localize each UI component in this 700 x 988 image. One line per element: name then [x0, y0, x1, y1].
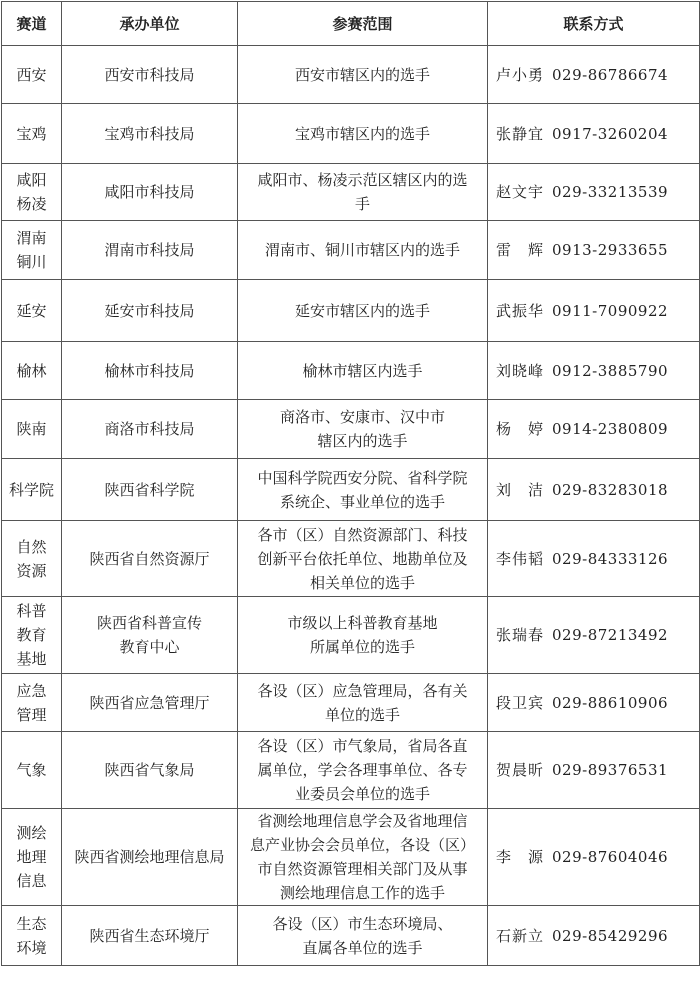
- scope-cell: 各市（区）自然资源部门、科技 创新平台依托单位、地勘单位及 相关单位的选手: [238, 521, 488, 597]
- contact-person: 卢小勇: [496, 65, 545, 84]
- scope-cell: 中国科学院西安分院、省科学院 系统企、事业单位的选手: [238, 459, 488, 521]
- contact-person: 杨 婷: [496, 420, 545, 438]
- contact-cell: [488, 400, 700, 459]
- contact-phone: 029-33213539: [552, 183, 669, 201]
- scope-cell: 市级以上科普教育基地 所属单位的选手: [238, 597, 488, 674]
- scope-cell: 各设（区）市生态环境局、 直属各单位的选手: [238, 906, 488, 966]
- contact-phone: 029-87604046: [552, 848, 669, 866]
- track-cell: 科学院: [2, 459, 62, 521]
- table-row: [2, 280, 700, 342]
- scope-cell: 延安市辖区内的选手: [238, 280, 488, 342]
- organizer-cell: 陕西省科学院: [62, 459, 238, 521]
- scope-cell: 商洛市、安康市、汉中市 辖区内的选手: [238, 400, 488, 459]
- header-scope: 参赛范围: [238, 2, 488, 46]
- table-row: [2, 809, 700, 906]
- organizer-cell: 陕西省测绘地理信息局: [62, 809, 238, 906]
- track-cell: 榆林: [2, 342, 62, 400]
- track-cell: 延安: [2, 280, 62, 342]
- contact-cell: [488, 809, 700, 906]
- contact-cell: [488, 164, 700, 221]
- organizer-cell: 宝鸡市科技局: [62, 104, 238, 164]
- contact-phone: 029-87213492: [552, 626, 669, 644]
- table-row: [2, 164, 700, 221]
- scope-cell: 宝鸡市辖区内的选手: [238, 104, 488, 164]
- contact-cell: [488, 459, 700, 521]
- table-row: [2, 342, 700, 400]
- table-row: [2, 46, 700, 104]
- contact-phone: 029-88610906: [552, 693, 669, 712]
- contact-cell: [488, 597, 700, 674]
- contact-table: [1, 1, 700, 966]
- organizer-cell: 陕西省自然资源厅: [62, 521, 238, 597]
- contact-person: 刘晓峰: [496, 361, 545, 380]
- scope-cell: 西安市辖区内的选手: [238, 46, 488, 104]
- contact-cell: [488, 104, 700, 164]
- scope-cell: 渭南市、铜川市辖区内的选手: [238, 221, 488, 280]
- contact-phone: 0912-3885790: [552, 361, 669, 380]
- contact-person: 赵文宇: [496, 183, 545, 201]
- header-track: 赛道: [2, 2, 62, 46]
- table-row: [2, 674, 700, 732]
- table-row: [2, 104, 700, 164]
- organizer-cell: 陕西省气象局: [62, 732, 238, 809]
- contact-person: 段卫宾: [496, 693, 545, 712]
- table-row: [2, 400, 700, 459]
- organizer-cell: 渭南市科技局: [62, 221, 238, 280]
- scope-cell: 榆林市辖区内选手: [238, 342, 488, 400]
- organizer-cell: 西安市科技局: [62, 46, 238, 104]
- scope-cell: 各设（区）市气象局，省局各直 属单位，学会各理事单位、各专 业委员会单位的选手: [238, 732, 488, 809]
- table-row: [2, 732, 700, 809]
- organizer-cell: 陕西省应急管理厅: [62, 674, 238, 732]
- table-row: [2, 597, 700, 674]
- organizer-cell: 榆林市科技局: [62, 342, 238, 400]
- track-cell: 测绘 地理 信息: [2, 809, 62, 906]
- contact-person: 李 源: [496, 848, 545, 866]
- header-contact: 联系方式: [488, 2, 700, 46]
- organizer-cell: 陕西省科普宣传 教育中心: [62, 597, 238, 674]
- contact-person: 张瑞春: [496, 626, 545, 644]
- track-cell: 西安: [2, 46, 62, 104]
- organizer-cell: 陕西省生态环境厅: [62, 906, 238, 966]
- contact-cell: [488, 674, 700, 732]
- contact-person: 雷 辉: [496, 241, 545, 259]
- contact-person: 武振华: [496, 301, 545, 320]
- contact-cell: [488, 46, 700, 104]
- table-row: [2, 221, 700, 280]
- contact-phone: 029-89376531: [552, 761, 669, 779]
- contact-phone: 0917-3260204: [552, 124, 669, 143]
- table-row: [2, 459, 700, 521]
- table-row: [2, 906, 700, 966]
- contact-cell: [488, 906, 700, 966]
- header-row: [2, 2, 700, 46]
- contact-phone: 029-84333126: [552, 549, 669, 568]
- scope-cell: 咸阳市、杨凌示范区辖区内的选 手: [238, 164, 488, 221]
- contact-cell: [488, 221, 700, 280]
- track-cell: 生态 环境: [2, 906, 62, 966]
- contact-phone: 029-83283018: [552, 480, 669, 499]
- contact-phone: 0911-7090922: [552, 301, 669, 320]
- contact-phone: 0914-2380809: [552, 420, 669, 438]
- contact-phone: 029-86786674: [552, 65, 669, 84]
- track-cell: 陕南: [2, 400, 62, 459]
- contact-cell: [488, 732, 700, 809]
- scope-cell: 省测绘地理信息学会及省地理信 息产业协会会员单位，各设（区） 市自然资源管理相关部门及从事 测绘地理信息工作的选手: [238, 809, 488, 906]
- table-row: [2, 521, 700, 597]
- track-cell: 宝鸡: [2, 104, 62, 164]
- track-cell: 应急 管理: [2, 674, 62, 732]
- contact-person: 石新立: [496, 926, 545, 945]
- track-cell: 科普 教育 基地: [2, 597, 62, 674]
- contact-person: 张静宜: [496, 124, 545, 143]
- contact-cell: [488, 280, 700, 342]
- organizer-cell: 延安市科技局: [62, 280, 238, 342]
- contact-cell: [488, 342, 700, 400]
- contact-phone: 0913-2933655: [552, 241, 669, 259]
- track-cell: 自然 资源: [2, 521, 62, 597]
- track-cell: 气象: [2, 732, 62, 809]
- contact-cell: [488, 521, 700, 597]
- table-body: [2, 46, 700, 966]
- scope-cell: 各设（区）应急管理局，各有关 单位的选手: [238, 674, 488, 732]
- organizer-cell: 商洛市科技局: [62, 400, 238, 459]
- organizer-cell: 咸阳市科技局: [62, 164, 238, 221]
- contact-person: 刘 洁: [496, 480, 545, 499]
- contact-person: 贺晨昕: [496, 761, 545, 779]
- header-organizer: 承办单位: [62, 2, 238, 46]
- contact-person: 李伟韬: [496, 549, 545, 568]
- track-cell: 渭南 铜川: [2, 221, 62, 280]
- contact-phone: 029-85429296: [552, 926, 669, 945]
- track-cell: 咸阳 杨凌: [2, 164, 62, 221]
